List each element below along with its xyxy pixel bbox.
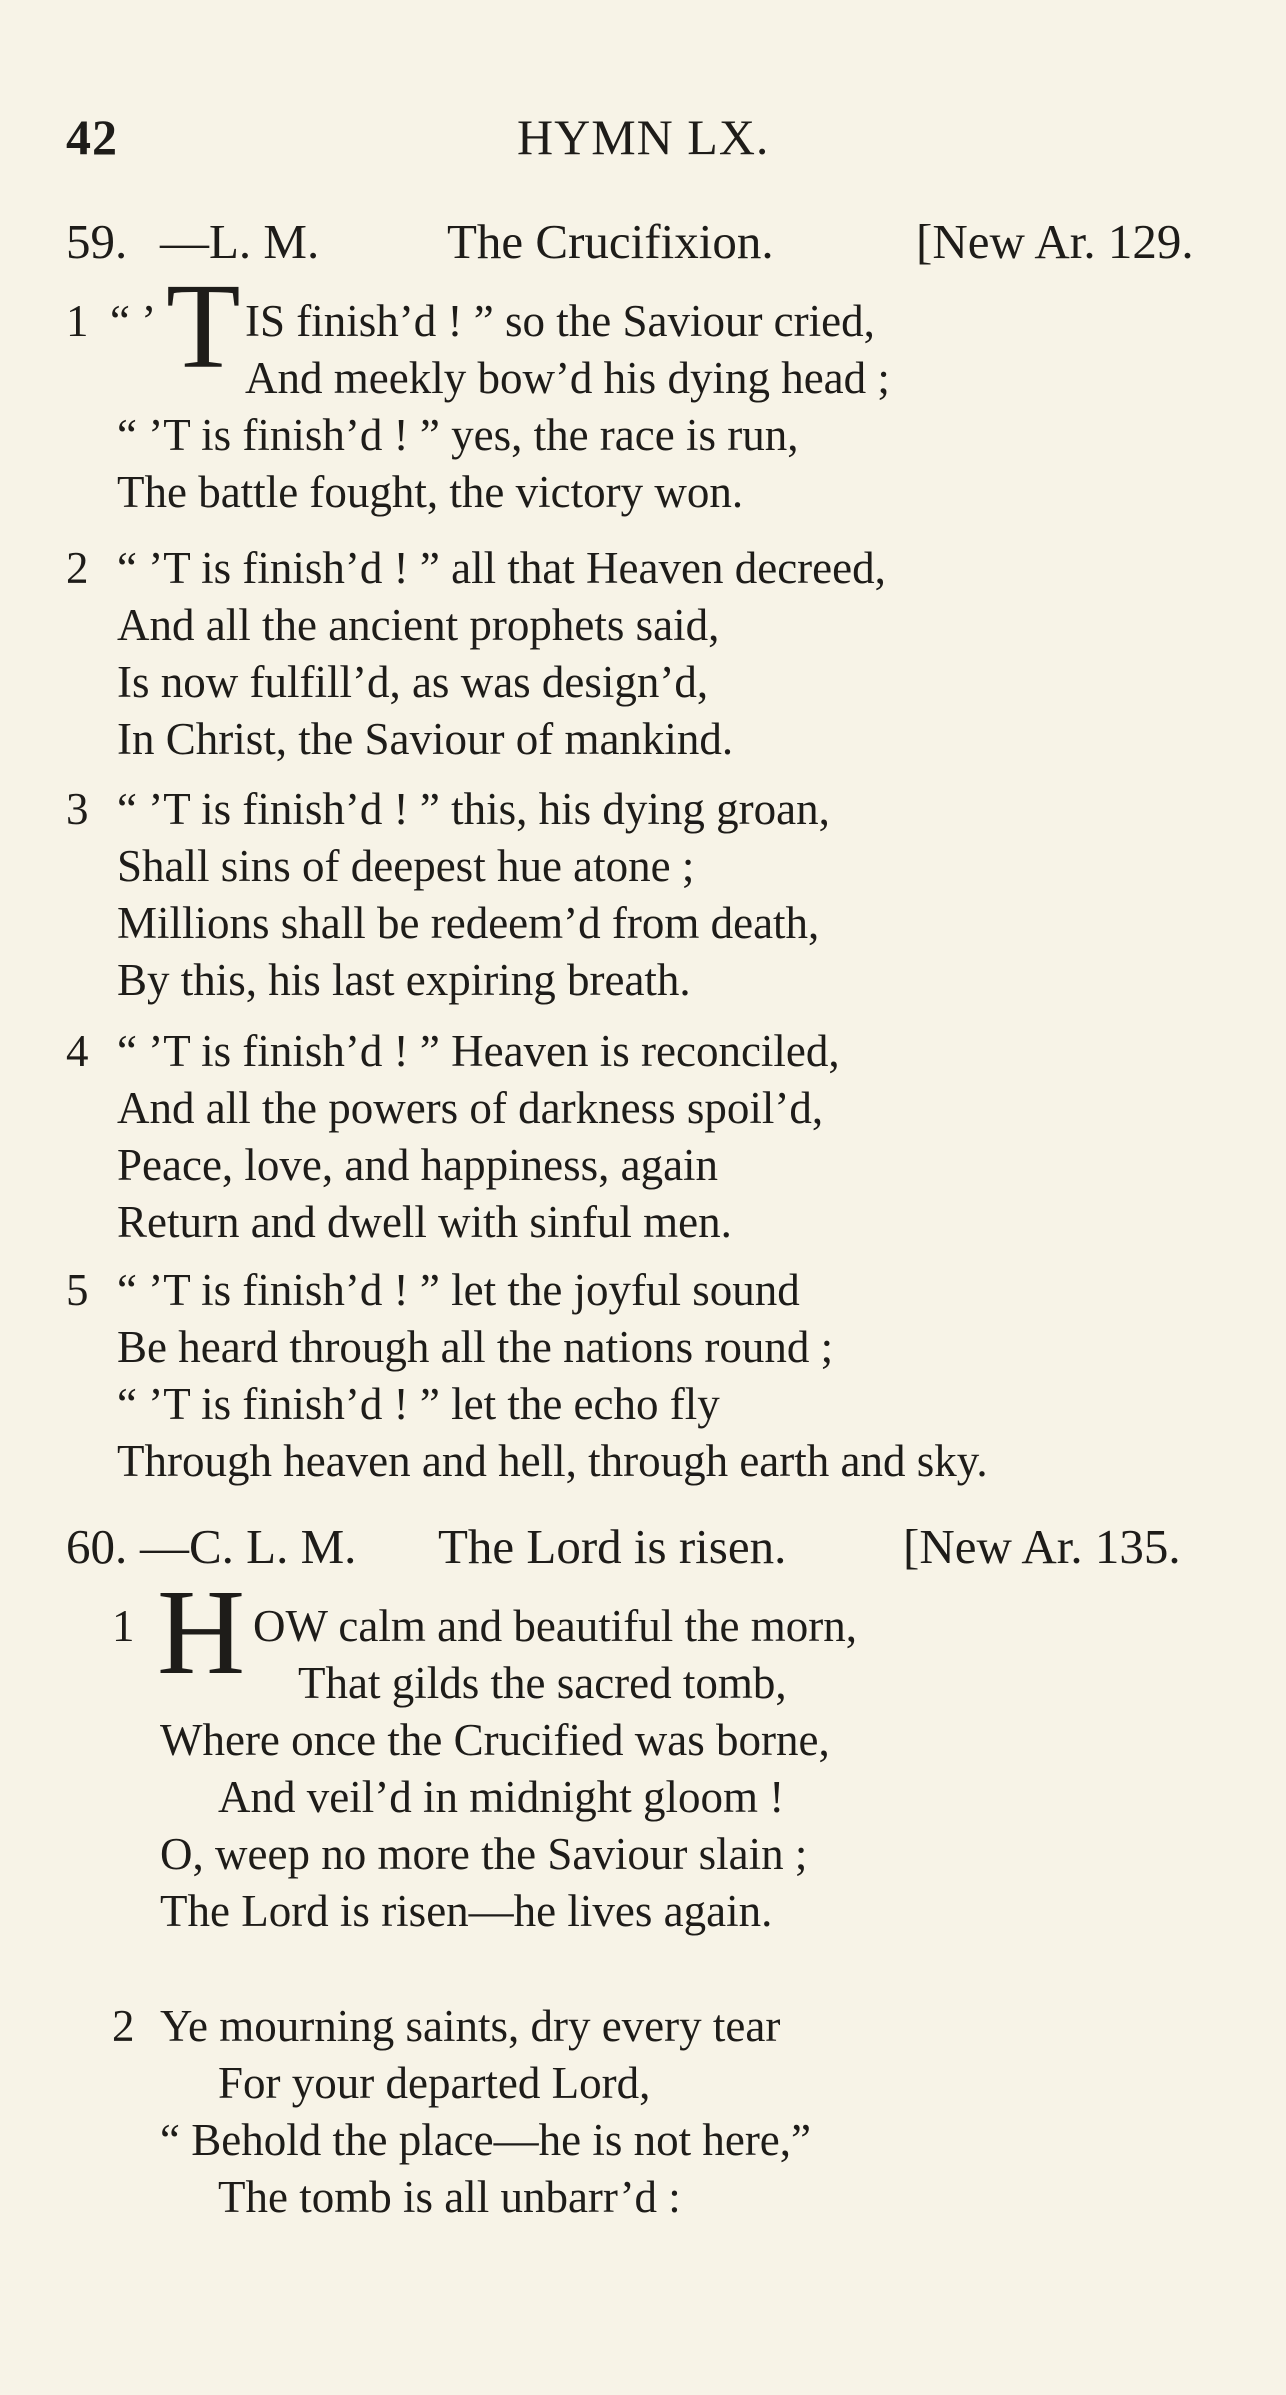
hymn-line: In Christ, the Saviour of mankind. — [117, 714, 734, 764]
hymn-line: Where once the Crucified was borne, — [160, 1715, 830, 1765]
hymn-line: Through heaven and hell, through earth and sky. — [117, 1436, 988, 1486]
hymn-line: Peace, love, and happiness, again — [117, 1140, 719, 1190]
hymn-line: And veil’d in midnight gloom ! — [218, 1772, 785, 1822]
verse-number: 5 — [66, 1265, 89, 1315]
hymn-line: Ye mourning saints, dry every tear — [160, 2001, 781, 2051]
hymn-60-title: The Lord is risen. — [438, 1519, 787, 1574]
hymn-line: “ Behold the place—he is not here,” — [160, 2115, 812, 2165]
page-number: 42 — [66, 109, 118, 165]
hymn-line: OW calm and beautiful the morn, — [253, 1601, 857, 1651]
hymn-line: The Lord is risen—he lives again. — [160, 1886, 773, 1936]
hymn-line: The battle fought, the victory won. — [117, 467, 744, 517]
hymn-60-meter: —C. L. M. — [140, 1519, 357, 1574]
opening-quote: “ ’ — [110, 296, 157, 346]
hymn-line: By this, his last expiring breath. — [117, 955, 691, 1005]
hymn-line: Return and dwell with sinful men. — [117, 1197, 732, 1247]
hymn-line: O, weep no more the Saviour slain ; — [160, 1829, 808, 1879]
hymn-line: Is now fulfill’d, as was design’d, — [117, 657, 709, 707]
hymn-line: That gilds the sacred tomb, — [298, 1658, 787, 1708]
hymn-59-number: 59. — [66, 214, 128, 269]
drop-cap: H — [157, 1565, 246, 1700]
running-title: HYMN LX. — [517, 109, 770, 165]
hymn-59-meter: —L. M. — [160, 214, 320, 269]
hymn-60-number: 60. — [66, 1519, 128, 1574]
hymn-line: “ ’T is finish’d ! ” this, his dying groan, — [117, 784, 830, 834]
hymn-line: “ ’T is finish’d ! ” let the echo fly — [117, 1379, 720, 1429]
hymn-60-tune: [New Ar. 135. — [903, 1519, 1181, 1574]
drop-cap: T — [166, 259, 241, 394]
hymn-line: “ ’T is finish’d ! ” all that Heaven decreed, — [117, 543, 886, 593]
hymn-59-title: The Crucifixion. — [447, 214, 774, 269]
verse-number: 2 — [112, 2001, 135, 2051]
verse-number: 1 — [112, 1601, 135, 1651]
verse-number: 4 — [66, 1026, 89, 1076]
verse-number: 3 — [66, 784, 89, 834]
hymn-line: “ ’T is finish’d ! ” yes, the race is run, — [117, 410, 799, 460]
verse-number: 1 — [66, 296, 89, 346]
hymn-line: For your departed Lord, — [218, 2058, 651, 2108]
hymn-line: The tomb is all unbarr’d : — [218, 2172, 681, 2222]
hymn-59-tune: [New Ar. 129. — [916, 214, 1194, 269]
hymn-line: IS finish’d ! ” so the Saviour cried, — [245, 296, 875, 346]
hymn-line: “ ’T is finish’d ! ” let the joyful sound — [117, 1265, 800, 1315]
hymn-line: Millions shall be redeem’d from death, — [117, 898, 820, 948]
hymn-line: Shall sins of deepest hue atone ; — [117, 841, 695, 891]
hymn-line: Be heard through all the nations round ; — [117, 1322, 834, 1372]
hymn-line: And all the ancient prophets said, — [117, 600, 720, 650]
hymn-line: And meekly bow’d his dying head ; — [245, 353, 890, 403]
hymn-line: And all the powers of darkness spoil’d, — [117, 1083, 824, 1133]
verse-number: 2 — [66, 543, 89, 593]
hymn-line: “ ’T is finish’d ! ” Heaven is reconciled, — [117, 1026, 840, 1076]
